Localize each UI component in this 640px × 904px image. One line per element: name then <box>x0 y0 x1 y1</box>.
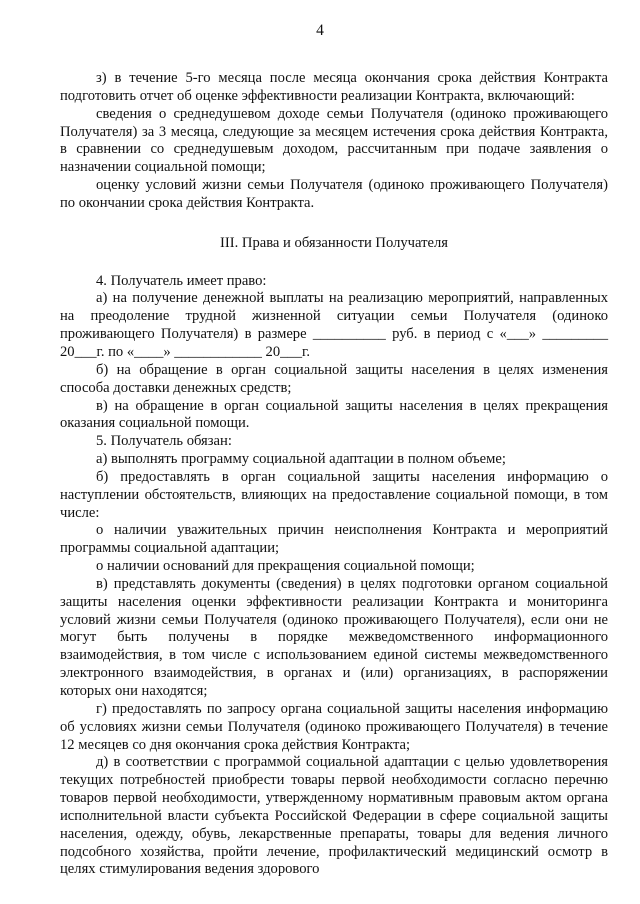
paragraph: а) на получение денежной выплаты на реализацию мероприятий, направленных на преодоление трудной жизненной ситуации семьи Получателя (одиноко проживающего Получателя) в размере __________ руб. в период с «___» _________ 20___г. по «____» ____________ 20___г. <box>60 290 608 360</box>
document-body <box>60 70 608 879</box>
page-number: 4 <box>316 22 324 39</box>
paragraph: сведения о среднедушевом доходе семьи Получателя (одиноко проживающего Получателя) за 3 месяца, следующие за месяцем истечения срока действия Контракта, в сравнении со среднедушевым доходом, рассчитанным при подаче заявления о назначении социальной помощи; <box>60 105 608 176</box>
paragraph: 4. Получатель имеет право: <box>96 272 267 289</box>
paragraph: 5. Получатель обязан: <box>96 433 232 450</box>
paragraph: о наличии оснований для прекращения социальной помощи; <box>96 558 475 575</box>
paragraph: о наличии уважительных причин неисполнения Контракта и мероприятий программы социальной адаптации; <box>60 522 608 557</box>
paragraph: оценку условий жизни семьи Получателя (одиноко проживающего Получателя) по окончании срока действия Контракта. <box>60 177 608 211</box>
paragraph: в) на обращение в орган социальной защиты населения в целях прекращения оказания социальной помощи. <box>60 397 608 432</box>
paragraph: б) на обращение в орган социальной защиты населения в целях изменения способа доставки денежных средств; <box>60 361 608 396</box>
paragraph: з) в течение 5-го месяца после месяца окончания срока действия Контракта подготовить отчет об оценке эффективности реализации Контракта, включающий: <box>60 70 608 104</box>
paragraph: б) предоставлять в орган социальной защиты населения информацию о наступлении обстоятельств, влияющих на предоставление социальной помощи, в том числе: <box>60 468 608 521</box>
paragraph: д) в соответствии с программой социальной адаптации с целью удовлетворения текущих потребностей приобрести товары первой необходимости согласно перечню товаров первой необходимости, утвержденному нормативным правовым актом органа исполнительной власти субъекта Российской Федерации в сфере социальной защиты населения, одежду, обувь, лекарственные препараты, товары для ведения личного подсобного хозяйства, пройти лечение, профилактический медицинский осмотр в целях стимулирования ведения здорового <box>60 754 608 878</box>
paragraph: а) выполнять программу социальной адаптации в полном объеме; <box>96 451 506 468</box>
section-heading: III. Права и обязанности Получателя <box>220 234 448 251</box>
paragraph: г) предоставлять по запросу органа социальной защиты населения информацию об условиях жизни семьи Получателя (одиноко проживающего Получателя) в течение 12 месяцев со дня окончания срока действия Контракта; <box>60 700 608 753</box>
paragraph: в) представлять документы (сведения) в целях подготовки органом социальной защиты населения оценки эффективности реализации Контракта и мониторинга условий жизни семьи Получателя (одиноко проживающего Получателя), если они не могут быть получены в порядке межведомственного информационного взаимодействия, в том числе с использованием единой системы межведомственного электронного взаимодействия, в органах и (или) организациях, в распоряжении которых они находятся; <box>60 575 608 699</box>
